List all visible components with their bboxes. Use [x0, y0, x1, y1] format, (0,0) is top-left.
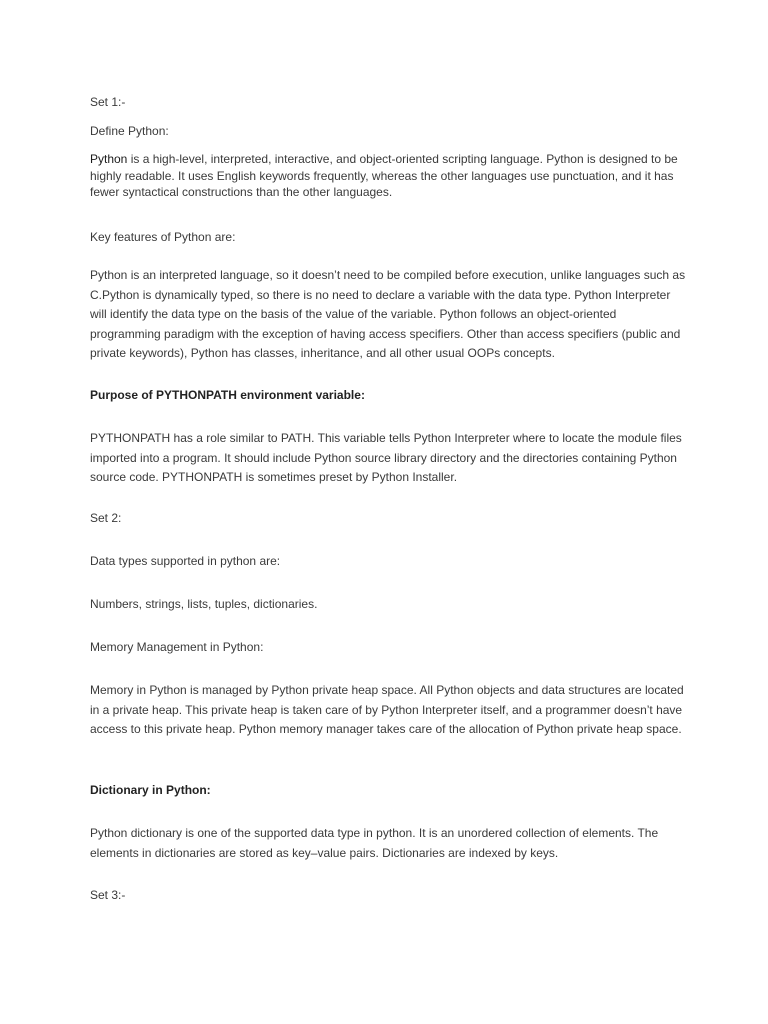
key-features-paragraph: Python is an interpreted language, so it doesn’t need to be compiled before execution, unlike languages such as C.Python is dynamically typed, so there is no need to declare a variable with the data type. Python Interpreter will identify the data type on the basis of the value of the variable. Python follows an object-oriented programming paradigm with the exception of having access specifiers. Other than access specifiers (public and private keywords), Python has classes, inheritance, and all other usual OOPs concepts.	[90, 268, 686, 360]
pythonpath-heading: Purpose of PYTHONPATH environment variable:	[90, 388, 365, 402]
memory-management-paragraph: Memory in Python is managed by Python private heap space. All Python objects and data structures are located in a private heap. This private heap is taken care of by Python Interpreter itself, and a programmer doesn’t have access to this private heap. Python memory manager takes care of the allocation of Python private heap space.	[90, 683, 684, 736]
pythonpath-paragraph: PYTHONPATH has a role similar to PATH. This variable tells Python Interpreter where to locate the module files imported into a program. It should include Python source library directory and the directories containing Python source code. PYTHONPATH is sometimes preset by Python Installer.	[90, 431, 682, 484]
set-3-heading: Set 3:-	[90, 888, 126, 902]
set-2-heading: Set 2:	[90, 511, 122, 525]
define-python-text: is a high-level, interpreted, interactive, and object-oriented scripting language. Python is designed to be highly readable. It uses English keywords frequently, whereas the other languages use punctuation, and it has fewer syntactical constructions than the other languages.	[90, 152, 678, 199]
dictionary-heading: Dictionary in Python:	[90, 783, 211, 797]
data-types-heading: Data types supported in python are:	[90, 554, 281, 568]
memory-management-heading: Memory Management in Python:	[90, 640, 264, 654]
define-python-heading: Define Python:	[90, 124, 169, 138]
data-types-paragraph: Numbers, strings, lists, tuples, dictionaries.	[90, 597, 318, 611]
key-features-heading: Key features of Python are:	[90, 230, 236, 244]
define-python-lead-word: Python	[90, 152, 128, 166]
define-python-paragraph	[90, 151, 690, 201]
dictionary-paragraph: Python dictionary is one of the supported data type in python. It is an unordered collection of elements. The elements in dictionaries are stored as key–value pairs. Dictionaries are indexed by keys.	[90, 826, 659, 860]
set-1-heading: Set 1:-	[90, 95, 126, 109]
